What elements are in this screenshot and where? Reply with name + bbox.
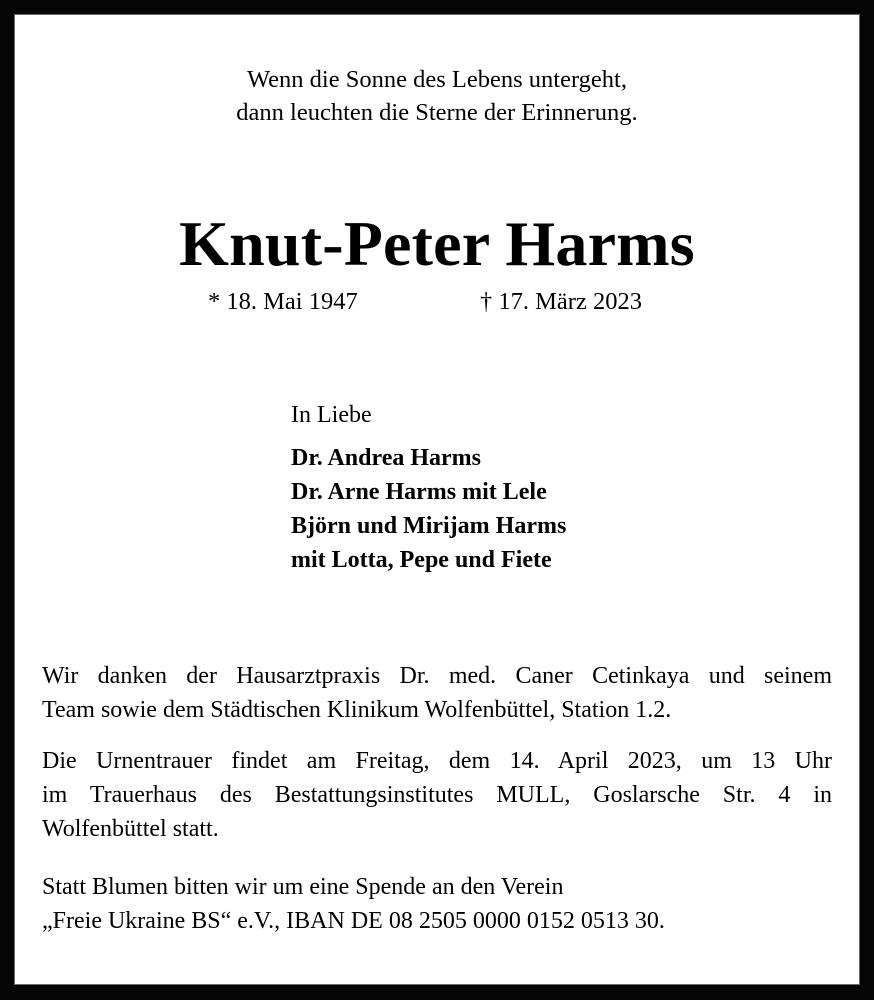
family-member: Dr. Andrea Harms — [291, 445, 482, 471]
deceased-name: Knut-Peter Harms — [179, 208, 695, 279]
donation-line: Statt Blumen bitten wir um eine Spende an den Verein — [42, 874, 564, 900]
family-signature — [291, 399, 566, 577]
obituary-notice — [14, 14, 860, 985]
death-date: † 17. März 2023 — [480, 288, 642, 315]
family-member: Dr. Arne Harms mit Lele — [291, 479, 547, 505]
thanks-line: Team sowie dem Städtischen Klinikum Wolfenbüttel, Station 1.2. — [42, 697, 672, 723]
thanks-paragraph — [42, 659, 832, 727]
family-lead: In Liebe — [291, 402, 372, 428]
family-member: Björn und Mirijam Harms — [291, 513, 567, 539]
thanks-line: Wir danken der Hausarztpraxis Dr. med. Caner Cetinkaya und seinem — [42, 663, 832, 689]
service-paragraph — [42, 744, 832, 846]
birth-date: * 18. Mai 1947 — [208, 288, 358, 315]
motto-line: Wenn die Sonne des Lebens untergeht, — [247, 66, 627, 93]
service-line: Die Urnentrauer findet am Freitag, dem 14. April 2023, um 13 Uhr — [42, 748, 832, 774]
family-member: mit Lotta, Pepe und Fiete — [291, 547, 552, 573]
service-line: im Trauerhaus des Bestattungsinstitutes MULL, Goslarsche Str. 4 in — [42, 782, 832, 808]
donation-line: „Freie Ukraine BS“ e.V., IBAN DE 08 2505 0000 0152 0513 30. — [42, 908, 665, 934]
service-line: Wolfenbüttel statt. — [42, 816, 219, 842]
motto-quote — [14, 63, 860, 129]
donation-paragraph — [42, 870, 832, 938]
motto-line: dann leuchten die Sterne der Erinnerung. — [236, 99, 638, 126]
